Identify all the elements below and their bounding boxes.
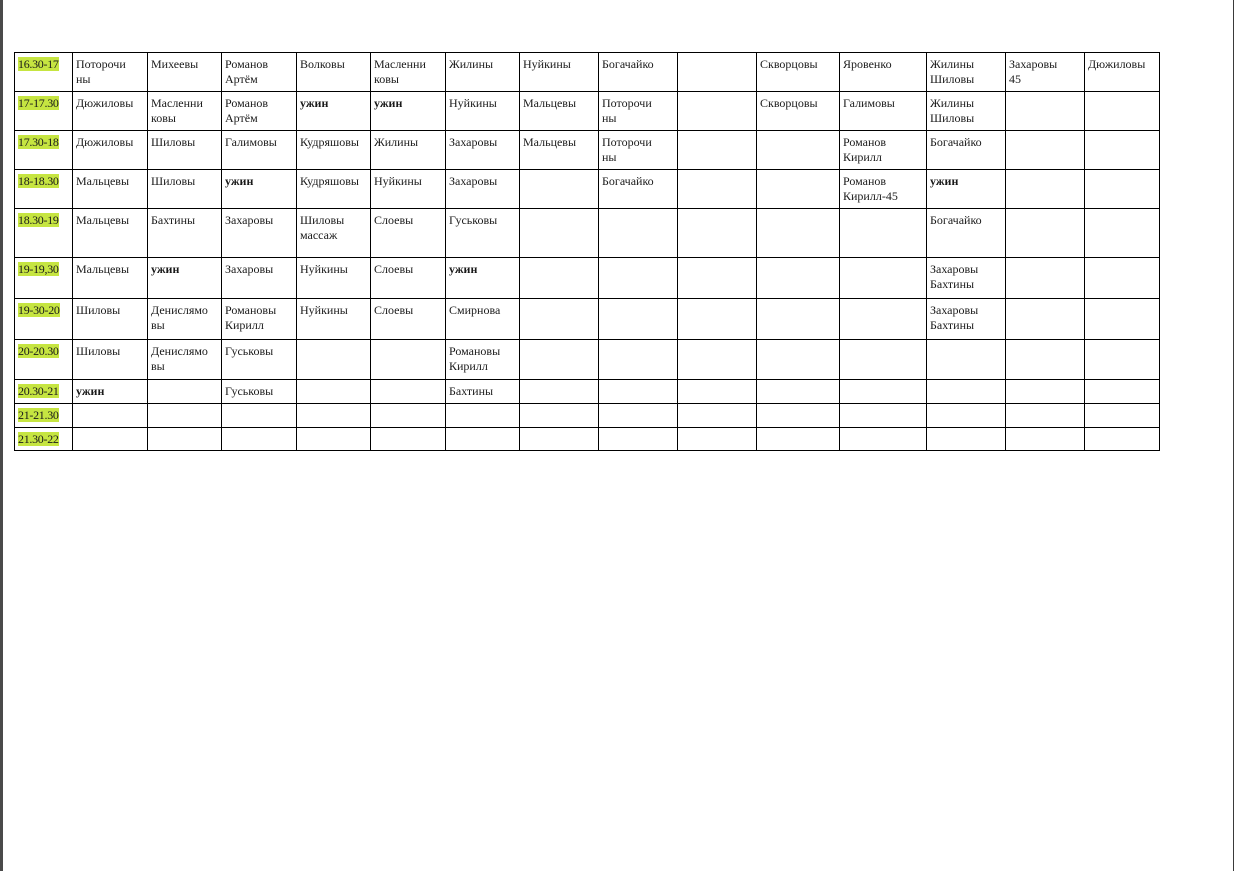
- schedule-cell: [927, 380, 1006, 404]
- schedule-cell: Масленни ковы: [148, 92, 222, 131]
- schedule-cell: [1006, 428, 1085, 451]
- schedule-cell: Нуйкины: [297, 299, 371, 340]
- schedule-cell: [599, 428, 678, 451]
- schedule-cell: Романов Кирилл-45: [840, 170, 927, 209]
- schedule-cell: Поторочи ны: [599, 131, 678, 170]
- schedule-cell: ужин: [222, 170, 297, 209]
- schedule-cell: [222, 404, 297, 428]
- schedule-cell: [446, 404, 520, 428]
- time-slot-cell: [15, 258, 73, 299]
- schedule-cell: Захаровы: [446, 131, 520, 170]
- schedule-cell: Романовы Кирилл: [446, 340, 520, 380]
- schedule-cell: [1085, 404, 1160, 428]
- schedule-cell: [678, 299, 757, 340]
- time-slot-label: 20.30-21: [18, 384, 59, 398]
- schedule-cell: [1006, 258, 1085, 299]
- schedule-cell: Богачайко: [599, 170, 678, 209]
- schedule-cell: [599, 404, 678, 428]
- schedule-cell: Поторочи ны: [599, 92, 678, 131]
- schedule-cell: ужин: [927, 170, 1006, 209]
- schedule-cell: ужин: [446, 258, 520, 299]
- schedule-cell: [1006, 340, 1085, 380]
- table-row: [15, 404, 1160, 428]
- schedule-cell: Мальцевы: [520, 92, 599, 131]
- schedule-cell: Жилины: [371, 131, 446, 170]
- schedule-cell: [446, 428, 520, 451]
- table-row: [15, 340, 1160, 380]
- schedule-cell: Богачайко: [927, 131, 1006, 170]
- schedule-cell: Слоевы: [371, 209, 446, 258]
- schedule-cell: [840, 258, 927, 299]
- schedule-cell: [757, 258, 840, 299]
- schedule-cell: [297, 404, 371, 428]
- schedule-cell: [840, 209, 927, 258]
- schedule-cell: [840, 340, 927, 380]
- schedule-cell: Дюжиловы: [1085, 53, 1160, 92]
- viewer-left-edge: [0, 0, 3, 871]
- schedule-cell: ужин: [73, 380, 148, 404]
- schedule-cell: [1006, 380, 1085, 404]
- schedule-cell: [148, 380, 222, 404]
- time-slot-cell: [15, 299, 73, 340]
- schedule-cell: [678, 131, 757, 170]
- schedule-cell: Захаровы: [222, 209, 297, 258]
- schedule-cell: Галимовы: [840, 92, 927, 131]
- table-row: [15, 53, 1160, 92]
- schedule-cell: [1006, 131, 1085, 170]
- time-slot-label: 19-30-20: [18, 303, 60, 317]
- schedule-cell: Захаровы Бахтины: [927, 299, 1006, 340]
- time-slot-label: 19-19,30: [18, 262, 59, 276]
- time-slot-cell: [15, 53, 73, 92]
- time-slot-cell: [15, 92, 73, 131]
- schedule-cell: Жилины Шиловы: [927, 53, 1006, 92]
- schedule-cell: [520, 404, 599, 428]
- table-row: [15, 428, 1160, 451]
- schedule-cell: Гуськовы: [222, 380, 297, 404]
- schedule-cell: Кудряшовы: [297, 170, 371, 209]
- time-slot-label: 17.30-18: [18, 135, 59, 149]
- page-right-edge: [1233, 0, 1234, 871]
- schedule-cell: [371, 340, 446, 380]
- schedule-cell: [757, 170, 840, 209]
- time-slot-cell: [15, 131, 73, 170]
- schedule-cell: Скворцовы: [757, 53, 840, 92]
- schedule-cell: [840, 404, 927, 428]
- schedule-cell: [520, 209, 599, 258]
- schedule-cell: [927, 340, 1006, 380]
- schedule-cell: Шиловы: [148, 170, 222, 209]
- schedule-cell: [678, 340, 757, 380]
- schedule-cell: [678, 92, 757, 131]
- schedule-cell: [599, 299, 678, 340]
- time-slot-label: 21-21.30: [18, 408, 59, 422]
- time-slot-cell: [15, 428, 73, 451]
- table-row: [15, 380, 1160, 404]
- schedule-cell: [1085, 299, 1160, 340]
- time-slot-label: 20-20.30: [18, 344, 59, 358]
- schedule-cell: [1006, 299, 1085, 340]
- schedule-cell: Шиловы: [148, 131, 222, 170]
- schedule-cell: Скворцовы: [757, 92, 840, 131]
- schedule-cell: [520, 299, 599, 340]
- schedule-cell: [520, 428, 599, 451]
- schedule-cell: [678, 404, 757, 428]
- schedule-cell: [757, 340, 840, 380]
- schedule-cell: Захаровы: [222, 258, 297, 299]
- schedule-cell: [757, 131, 840, 170]
- schedule-cell: Шиловы: [73, 340, 148, 380]
- schedule-cell: [297, 428, 371, 451]
- schedule-cell: Жилины Шиловы: [927, 92, 1006, 131]
- schedule-cell: Масленни ковы: [371, 53, 446, 92]
- schedule-cell: [678, 53, 757, 92]
- schedule-cell: Нуйкины: [520, 53, 599, 92]
- schedule-cell: Дюжиловы: [73, 131, 148, 170]
- schedule-cell: [840, 428, 927, 451]
- schedule-cell: [757, 209, 840, 258]
- schedule-cell: Нуйкины: [297, 258, 371, 299]
- table-row: [15, 92, 1160, 131]
- schedule-cell: Бахтины: [446, 380, 520, 404]
- schedule-cell: [678, 170, 757, 209]
- schedule-cell: [757, 428, 840, 451]
- table-row: [15, 131, 1160, 170]
- time-slot-label: 18.30-19: [18, 213, 59, 227]
- schedule-cell: [1085, 380, 1160, 404]
- schedule-cell: Поторочи ны: [73, 53, 148, 92]
- schedule-cell: [678, 209, 757, 258]
- schedule-cell: [371, 404, 446, 428]
- schedule-cell: [520, 170, 599, 209]
- schedule-cell: Волковы: [297, 53, 371, 92]
- table-row: [15, 299, 1160, 340]
- schedule-cell: [1085, 131, 1160, 170]
- schedule-cell: Галимовы: [222, 131, 297, 170]
- table-row: [15, 258, 1160, 299]
- schedule-cell: Захаровы Бахтины: [927, 258, 1006, 299]
- schedule-cell: [927, 428, 1006, 451]
- schedule-cell: [73, 428, 148, 451]
- time-slot-cell: [15, 209, 73, 258]
- schedule-cell: [1006, 92, 1085, 131]
- schedule-cell: [520, 340, 599, 380]
- time-slot-label: 18-18.30: [18, 174, 59, 188]
- schedule-table: [14, 52, 1160, 451]
- schedule-cell: [678, 258, 757, 299]
- schedule-cell: Денислямо вы: [148, 340, 222, 380]
- schedule-cell: [520, 380, 599, 404]
- schedule-cell: Захаровы: [446, 170, 520, 209]
- time-slot-cell: [15, 340, 73, 380]
- schedule-cell: Дюжиловы: [73, 92, 148, 131]
- schedule-cell: Мальцевы: [73, 258, 148, 299]
- schedule-cell: Романов Артём: [222, 53, 297, 92]
- schedule-cell: Слоевы: [371, 258, 446, 299]
- time-slot-cell: [15, 380, 73, 404]
- schedule-cell: [1006, 404, 1085, 428]
- schedule-cell: [1085, 340, 1160, 380]
- schedule-cell: [599, 209, 678, 258]
- schedule-cell: Нуйкины: [371, 170, 446, 209]
- time-slot-label: 17-17.30: [18, 96, 59, 110]
- schedule-cell: [371, 428, 446, 451]
- schedule-cell: [73, 404, 148, 428]
- schedule-cell: Богачайко: [927, 209, 1006, 258]
- schedule-cell: Богачайко: [599, 53, 678, 92]
- schedule-cell: Мальцевы: [73, 209, 148, 258]
- time-slot-cell: [15, 170, 73, 209]
- time-slot-label: 21.30-22: [18, 432, 59, 446]
- schedule-cell: Шиловы массаж: [297, 209, 371, 258]
- schedule-cell: Мальцевы: [520, 131, 599, 170]
- schedule-cell: Романовы Кирилл: [222, 299, 297, 340]
- schedule-cell: [222, 428, 297, 451]
- schedule-cell: Захаровы 45: [1006, 53, 1085, 92]
- schedule-cell: [148, 404, 222, 428]
- time-slot-cell: [15, 404, 73, 428]
- schedule-cell: Шиловы: [73, 299, 148, 340]
- schedule-cell: Слоевы: [371, 299, 446, 340]
- schedule-cell: [757, 404, 840, 428]
- schedule-cell: Денислямо вы: [148, 299, 222, 340]
- schedule-cell: [1085, 258, 1160, 299]
- time-slot-label: 16.30-17: [18, 57, 59, 71]
- schedule-cell: [297, 340, 371, 380]
- schedule-cell: [927, 404, 1006, 428]
- schedule-cell: [1006, 209, 1085, 258]
- schedule-cell: ужин: [297, 92, 371, 131]
- schedule-cell: [757, 299, 840, 340]
- schedule-cell: Нуйкины: [446, 92, 520, 131]
- schedule-cell: [757, 380, 840, 404]
- schedule-cell: [148, 428, 222, 451]
- schedule-cell: Кудряшовы: [297, 131, 371, 170]
- schedule-cell: [840, 380, 927, 404]
- schedule-cell: [1006, 170, 1085, 209]
- schedule-cell: [840, 299, 927, 340]
- schedule-cell: [678, 428, 757, 451]
- schedule-cell: [520, 258, 599, 299]
- schedule-cell: Романов Артём: [222, 92, 297, 131]
- schedule-cell: Гуськовы: [222, 340, 297, 380]
- table-row: [15, 209, 1160, 258]
- schedule-cell: [1085, 92, 1160, 131]
- schedule-cell: ужин: [371, 92, 446, 131]
- schedule-cell: Мальцевы: [73, 170, 148, 209]
- schedule-cell: Бахтины: [148, 209, 222, 258]
- schedule-cell: [1085, 209, 1160, 258]
- schedule-cell: [1085, 428, 1160, 451]
- table-row: [15, 170, 1160, 209]
- schedule-cell: Яровенко: [840, 53, 927, 92]
- schedule-cell: Смирнова: [446, 299, 520, 340]
- schedule-cell: [599, 258, 678, 299]
- schedule-cell: Романов Кирилл: [840, 131, 927, 170]
- schedule-cell: [678, 380, 757, 404]
- document-page: [14, 52, 1160, 451]
- schedule-cell: ужин: [148, 258, 222, 299]
- schedule-cell: Михеевы: [148, 53, 222, 92]
- schedule-cell: Жилины: [446, 53, 520, 92]
- schedule-cell: [297, 380, 371, 404]
- schedule-cell: [599, 340, 678, 380]
- schedule-cell: [371, 380, 446, 404]
- schedule-cell: [1085, 170, 1160, 209]
- schedule-cell: [599, 380, 678, 404]
- schedule-cell: Гуськовы: [446, 209, 520, 258]
